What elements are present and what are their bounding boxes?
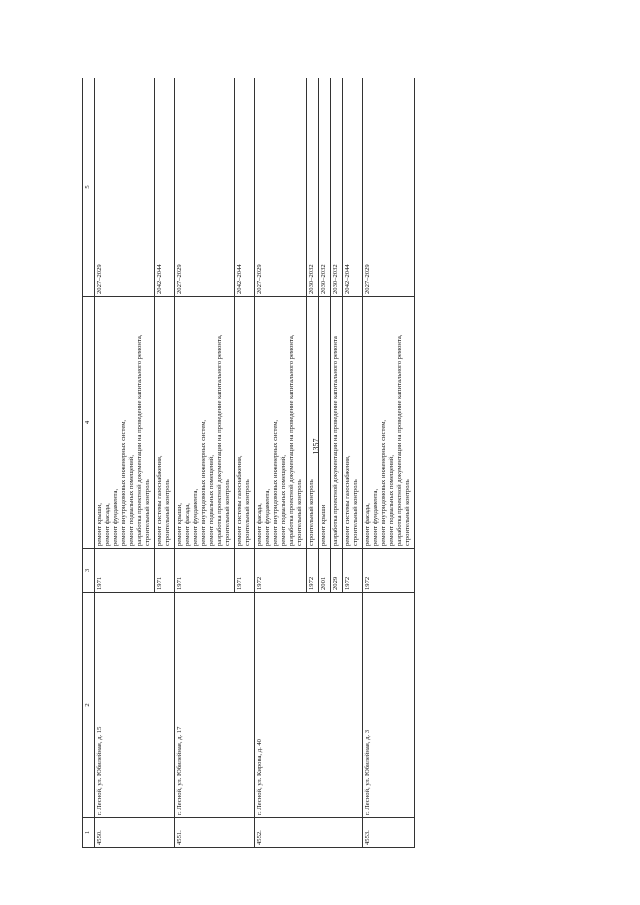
year-cell: 1972	[363, 549, 415, 593]
address-cell: г. Лесной, ул. Юбилейная, д. 3	[363, 593, 415, 818]
address-cell: г. Лесной, ул. Кирова, д. 40	[255, 593, 363, 818]
works-cell: строительный контроль	[307, 297, 319, 549]
works-cell: ремонт крыши	[319, 297, 331, 549]
address-cell: г. Лесной, ул. Юбилейная, д. 17	[175, 593, 255, 818]
period-cell: 2030–2032	[331, 78, 343, 297]
column-number: 2	[83, 593, 95, 818]
table-row	[95, 78, 155, 848]
works-cell: ремонт системы газоснабжения, строительный контроль	[235, 297, 255, 549]
period-cell: 2027–2029	[255, 78, 307, 297]
table-row	[363, 78, 415, 848]
address-cell: г. Лесной, ул. Юбилейная, д. 15	[95, 593, 175, 818]
works-cell: ремонт фасада, ремонт фундамента, ремонт внутридомовых инженерных систем, ремонт подвальных помещений, разработка проектной документации на проведение капитального ремонта, строительный контроль	[363, 297, 415, 549]
row-number: 4551.	[175, 818, 255, 848]
page-number: 1357	[311, 438, 321, 455]
year-cell: 1971	[235, 549, 255, 593]
period-cell: 2042–2044	[343, 78, 363, 297]
works-cell: ремонт системы газоснабжения, строительный контроль	[343, 297, 363, 549]
column-number: 3	[83, 549, 95, 593]
registry-table	[82, 78, 415, 848]
row-number: 4550.	[95, 818, 175, 848]
year-cell: 1971	[155, 549, 175, 593]
period-cell: 2027–2029	[95, 78, 155, 297]
period-cell: 2027–2029	[175, 78, 235, 297]
table-row	[175, 78, 235, 848]
year-cell: 1971	[175, 549, 235, 593]
table-row	[255, 78, 307, 848]
column-number: 1	[83, 818, 95, 848]
works-cell: ремонт крыши, ремонт фасада, ремонт фундамента, ремонт внутридомовых инженерных систем, ремонт подвальных помещений, разработка проектной документации на проведение капитального ремонта, строительный контроль	[95, 297, 155, 549]
year-cell: 1972	[307, 549, 319, 593]
works-cell: ремонт крыши, ремонт фасада, ремонт фундамента, ремонт внутридомовых инженерных систем, ремонт подвальных помещений, разработка проектной документации на проведение капитального ремонта, строительный контроль	[175, 297, 235, 549]
year-cell: 1972	[255, 549, 307, 593]
column-number: 5	[83, 78, 95, 297]
year-cell: 1972	[343, 549, 363, 593]
registry-body	[83, 78, 415, 848]
year-cell: 1971	[95, 549, 155, 593]
works-cell: разработка проектной документации на проведение капитального ремонта	[331, 297, 343, 549]
period-cell: 2030–2032	[307, 78, 319, 297]
period-cell: 2027–2029	[363, 78, 415, 297]
period-cell: 2030–2032	[319, 78, 331, 297]
rotated-content	[82, 78, 602, 848]
registry-sheet	[82, 78, 602, 848]
period-cell: 2042–2044	[155, 78, 175, 297]
column-number-row	[83, 78, 95, 848]
year-cell: 2001	[319, 549, 331, 593]
column-number: 4	[83, 297, 95, 549]
row-number: 4553.	[363, 818, 415, 848]
year-cell: 2029	[331, 549, 343, 593]
works-cell: ремонт фасада, ремонт фундамента, ремонт внутридомовых инженерных систем, ремонт подвальных помещений, разработка проектной документации на проведение капитального ремонта, строительный контроль	[255, 297, 307, 549]
works-cell: ремонт системы газоснабжения, строительный контроль	[155, 297, 175, 549]
period-cell: 2042–2044	[235, 78, 255, 297]
row-number: 4552.	[255, 818, 363, 848]
